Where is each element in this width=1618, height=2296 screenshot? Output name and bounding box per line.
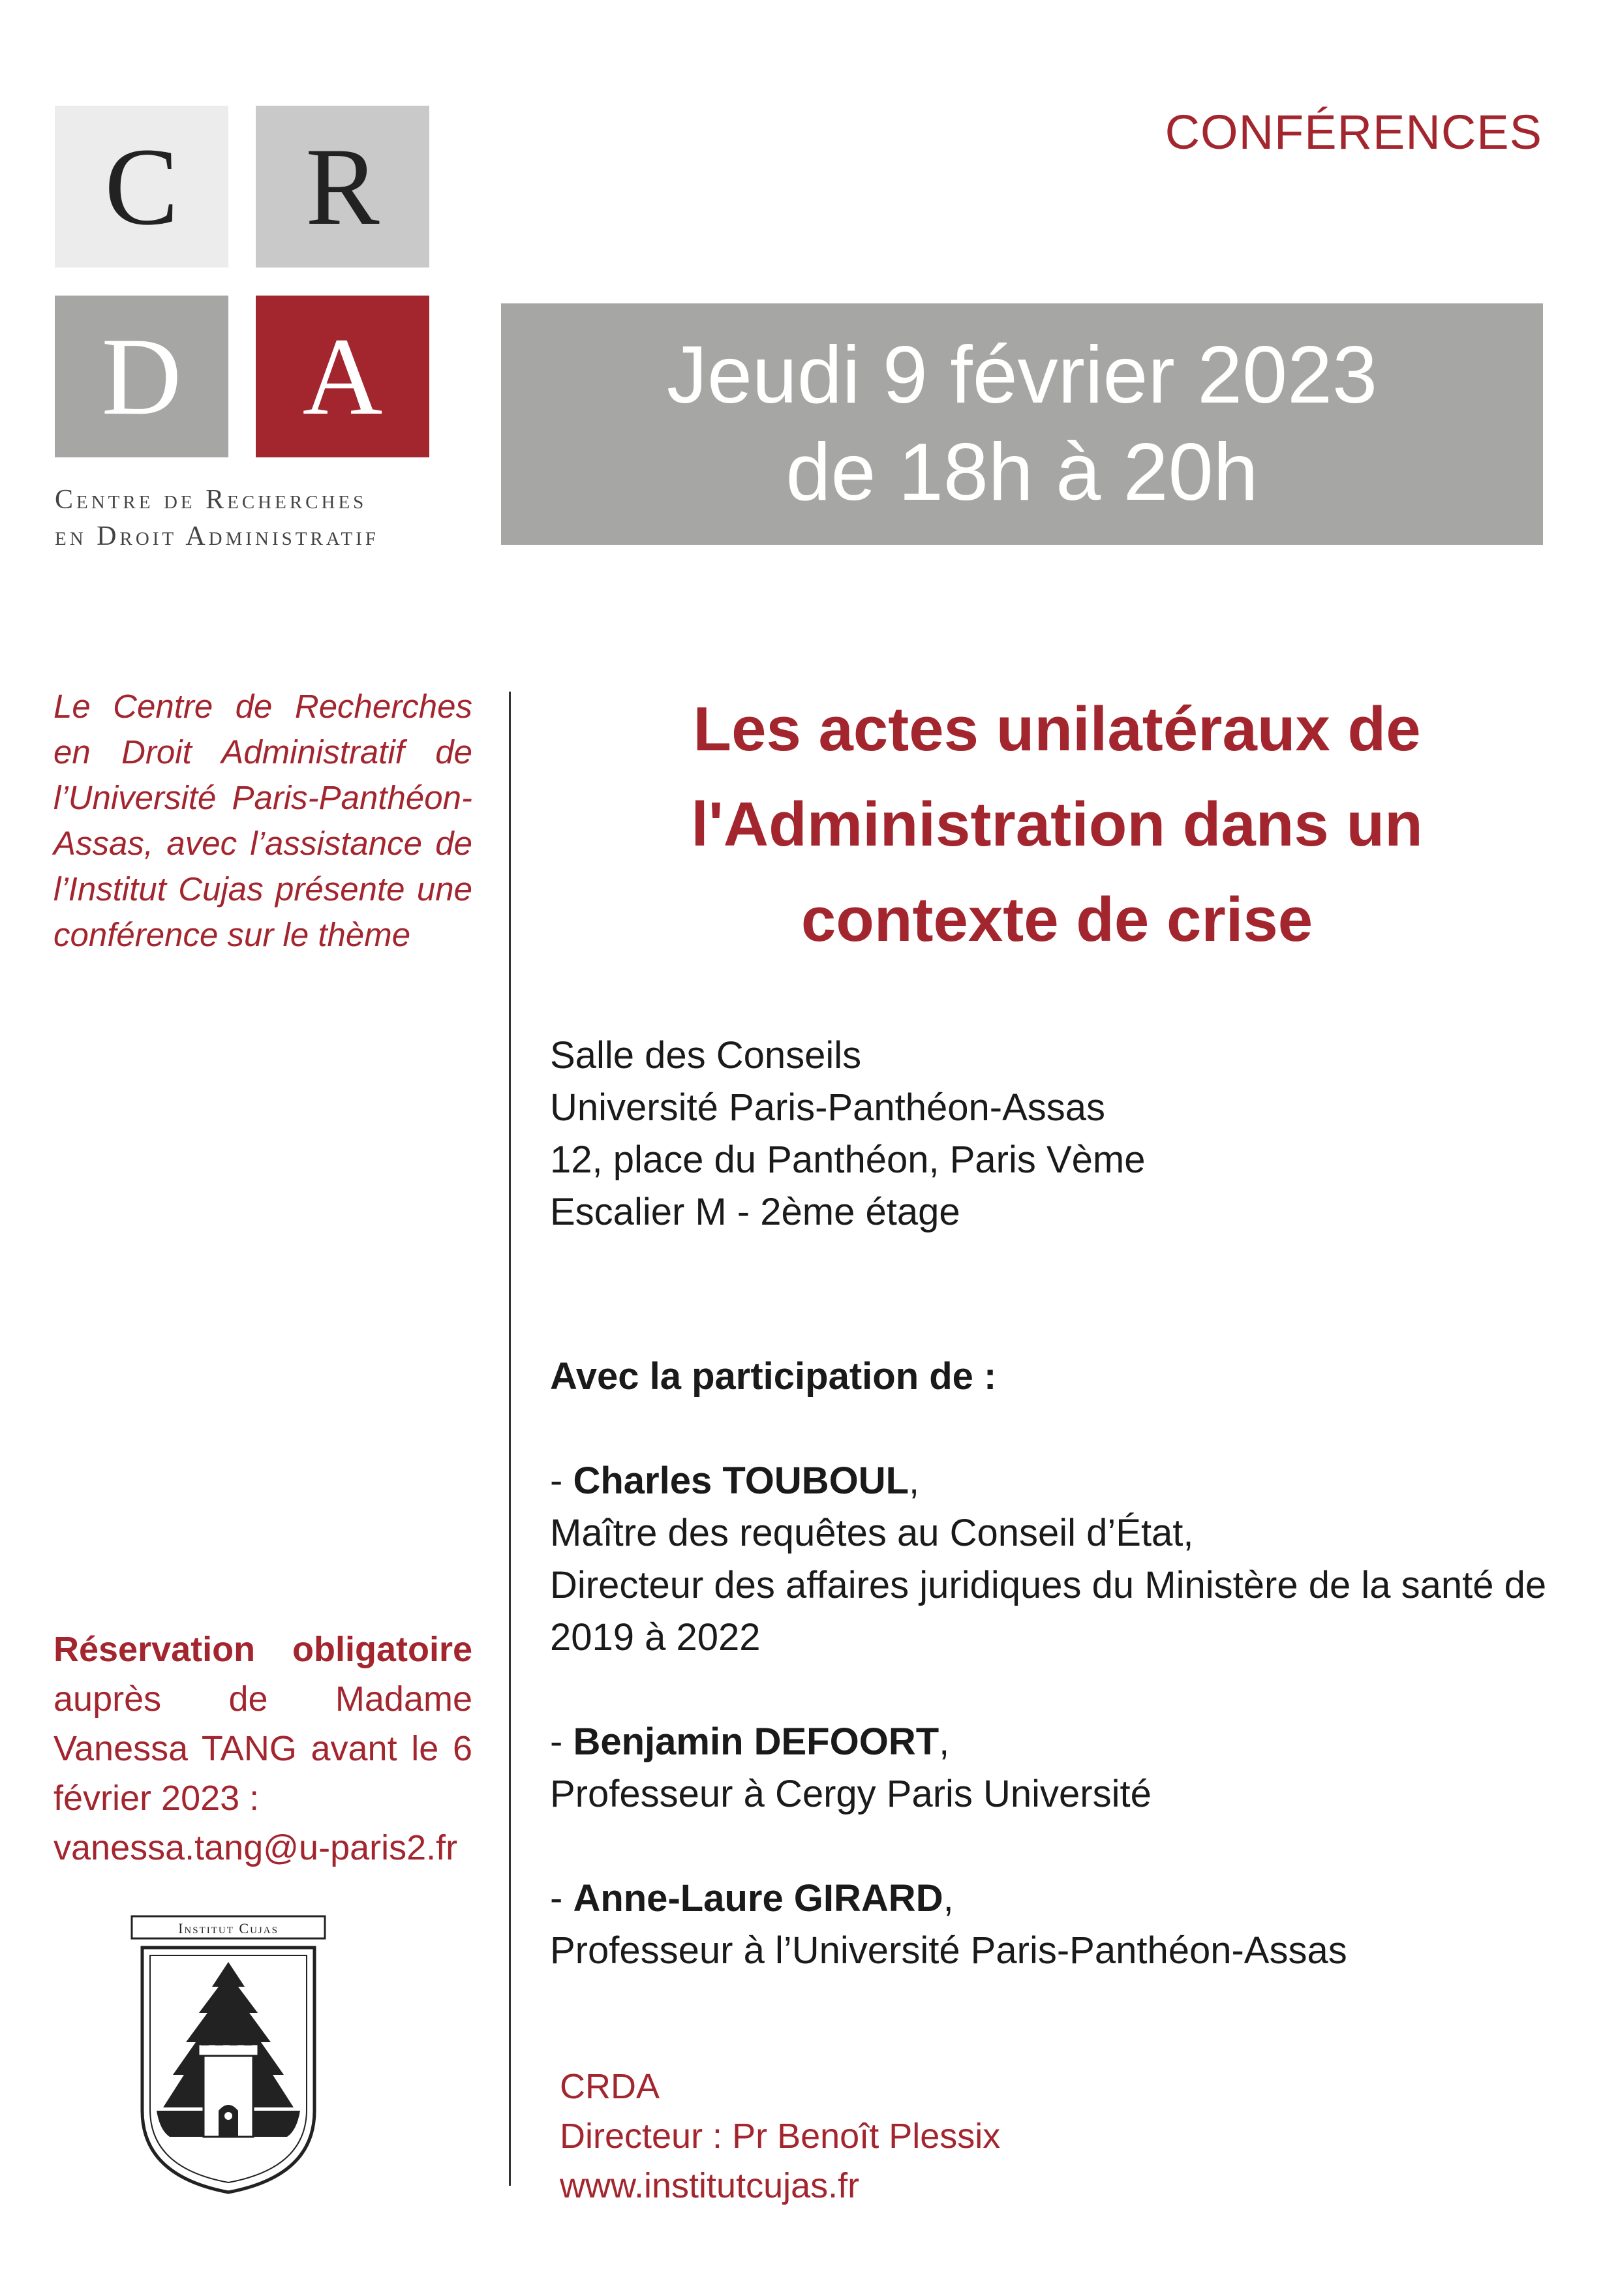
- date-banner: [501, 303, 1543, 545]
- participants-heading: Avec la participation de :: [550, 1355, 997, 1398]
- participant-name: Charles TOUBOUL: [573, 1460, 909, 1502]
- time-line: de 18h à 20h: [786, 427, 1259, 517]
- venue-block: [550, 1030, 1581, 1238]
- reservation-email[interactable]: vanessa.tang@u-paris2.fr: [53, 1828, 458, 1867]
- participant-entry: - Charles TOUBOUL, Maître des requêtes au Conseil d’État, Directeur des affaires juridiques du Ministère de la santé de 2019 à 2022: [550, 1455, 1581, 1664]
- logo-square-d: D: [55, 296, 228, 457]
- participant-role: Maître des requêtes au Conseil d’État,: [550, 1512, 1194, 1554]
- participant-role: Directeur des affaires juridiques du Ministère de la santé de 2019 à 2022: [550, 1564, 1547, 1659]
- title-line2: l'Administration dans un: [691, 789, 1423, 859]
- reservation-block: [53, 1625, 472, 1873]
- participant-name: Benjamin DEFOORT: [573, 1721, 939, 1763]
- footer-website-link[interactable]: www.institutcujas.fr: [560, 2166, 860, 2205]
- footer-block: [560, 2062, 1000, 2211]
- participant-role: Professeur à l’Université Paris-Panthéon-Assas: [550, 1929, 1347, 1972]
- title-line3: contexte de crise: [801, 885, 1313, 955]
- logo-subtitle-line1: Centre de Recherches: [55, 485, 367, 515]
- vertical-divider: [509, 692, 511, 2186]
- crest-icon: [130, 1915, 326, 2196]
- participants-block: [550, 1351, 1581, 1977]
- participant-name: Anne-Laure GIRARD: [573, 1877, 943, 1920]
- logo-subtitle-line2: en Droit Administratif: [55, 521, 380, 551]
- participant-entry: - Anne-Laure GIRARD, Professeur à l’Université Paris-Panthéon-Assas: [550, 1873, 1581, 1977]
- date-line: Jeudi 9 février 2023: [666, 330, 1378, 421]
- conference-title: [535, 682, 1579, 968]
- logo-square-a: A: [256, 296, 429, 457]
- crest-label: Institut Cujas: [178, 1920, 279, 1936]
- venue-line: Université Paris-Panthéon-Assas: [550, 1086, 1106, 1129]
- intro-text: Le Centre de Recherches en Droit Administratif de l’Université Paris-Panthéon-Assas, avec l’assistance de l’Institut Cujas présente une conférence sur le thème: [53, 688, 472, 953]
- conferences-label: CONFÉRENCES: [1165, 105, 1542, 159]
- venue-line: 12, place du Panthéon, Paris Vème: [550, 1139, 1146, 1181]
- footer-org: CRDA: [560, 2067, 660, 2106]
- reservation-text: auprès de Madame Vanessa TANG avant le 6 février 2023 :: [53, 1679, 472, 1818]
- reservation-title: Réservation obligatoire: [53, 1630, 472, 1669]
- title-line1: Les actes unilatéraux de: [693, 694, 1421, 764]
- venue-line: Escalier M - 2ème étage: [550, 1191, 960, 1233]
- institut-cujas-logo: [130, 1915, 326, 2196]
- footer-director: Directeur : Pr Benoît Plessix: [560, 2117, 1001, 2156]
- participant-role: Professeur à Cergy Paris Université: [550, 1773, 1152, 1815]
- venue-line: Salle des Conseils: [550, 1034, 862, 1077]
- participant-entry: - Benjamin DEFOORT, Professeur à Cergy Paris Université: [550, 1716, 1581, 1820]
- logo-square-r: R: [256, 106, 429, 268]
- logo-square-c: C: [55, 106, 228, 268]
- logo-subtitle: [55, 482, 433, 555]
